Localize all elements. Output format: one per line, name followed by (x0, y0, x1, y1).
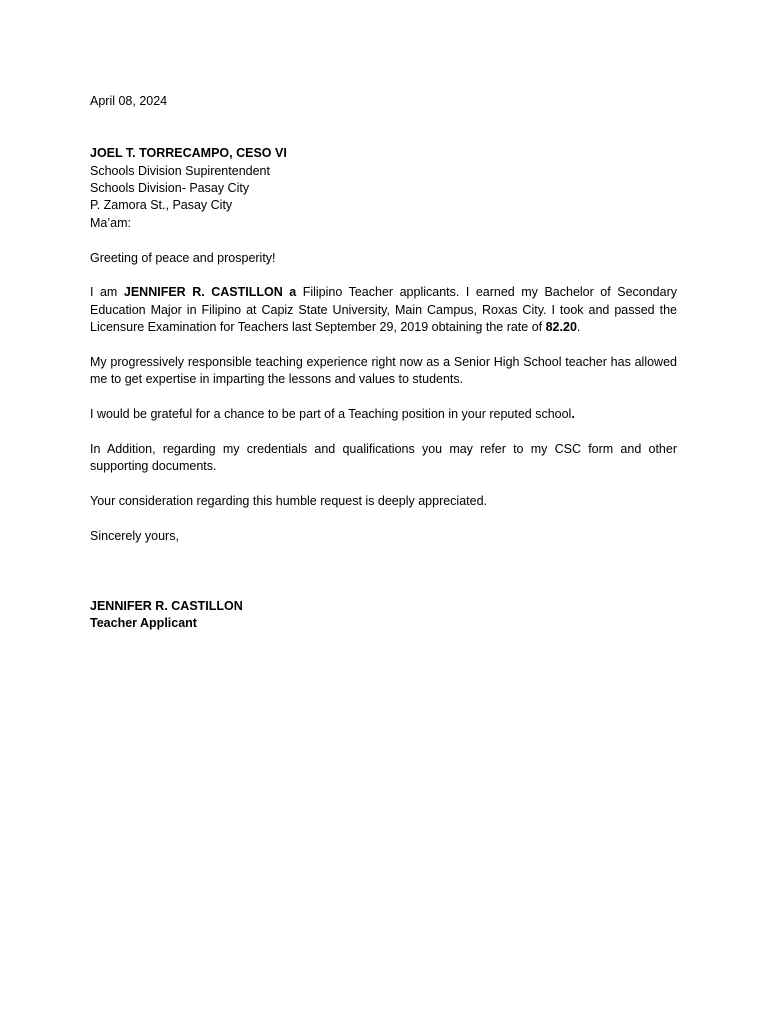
paragraph-experience: My progressively responsible teaching experience right now as a Senior High School teacher has allowed me to get expertise in imparting the lessons and values to students. (90, 355, 677, 387)
recipient-title: Schools Division Supirentendent (90, 163, 270, 178)
intro-middle: Filipino Teacher applicants. I earned my Bachelor of Secondary Education Major in Filipino at Capiz State University, Main Campus, Roxas City. I took and passed the Licensure Examination for Teachers last September 29, 2019 obtaining the rate of (90, 285, 677, 335)
request-end: . (571, 407, 575, 422)
recipient-name: JOEL T. TORRECAMPO, CESO VI (90, 146, 287, 161)
greeting: Greeting of peace and prosperity! (90, 250, 276, 265)
signatory-title: Teacher Applicant (90, 616, 197, 630)
intro-prefix: I am (90, 285, 124, 300)
applicant-name: JENNIFER R. CASTILLON a (123, 285, 297, 300)
salutation: Ma’am: (90, 215, 131, 230)
recipient-office: Schools Division- Pasay City (90, 181, 250, 195)
signatory-name: JENNIFER R. CASTILLON (90, 598, 243, 613)
paragraph-request (90, 406, 677, 423)
paragraph-appreciation: Your consideration regarding this humble request is deeply appreciated. (90, 494, 488, 509)
paragraph-credentials: In Addition, regarding my credentials and qualifications you may refer to my CSC form and other supporting documents. (90, 442, 677, 474)
recipient-address: P. Zamora St., Pasay City (90, 198, 233, 213)
intro-suffix: . (576, 320, 581, 335)
signature-block (90, 598, 677, 633)
letter-body (90, 93, 677, 632)
request-text: I would be grateful for a chance to be part of a Teaching position in your reputed school (90, 407, 572, 422)
letter-date: April 08, 2024 (90, 94, 168, 108)
closing: Sincerely yours, (90, 529, 179, 544)
paragraph-introduction (90, 284, 677, 336)
recipient-block (90, 145, 677, 215)
let-rating: 82.20 (545, 320, 577, 335)
